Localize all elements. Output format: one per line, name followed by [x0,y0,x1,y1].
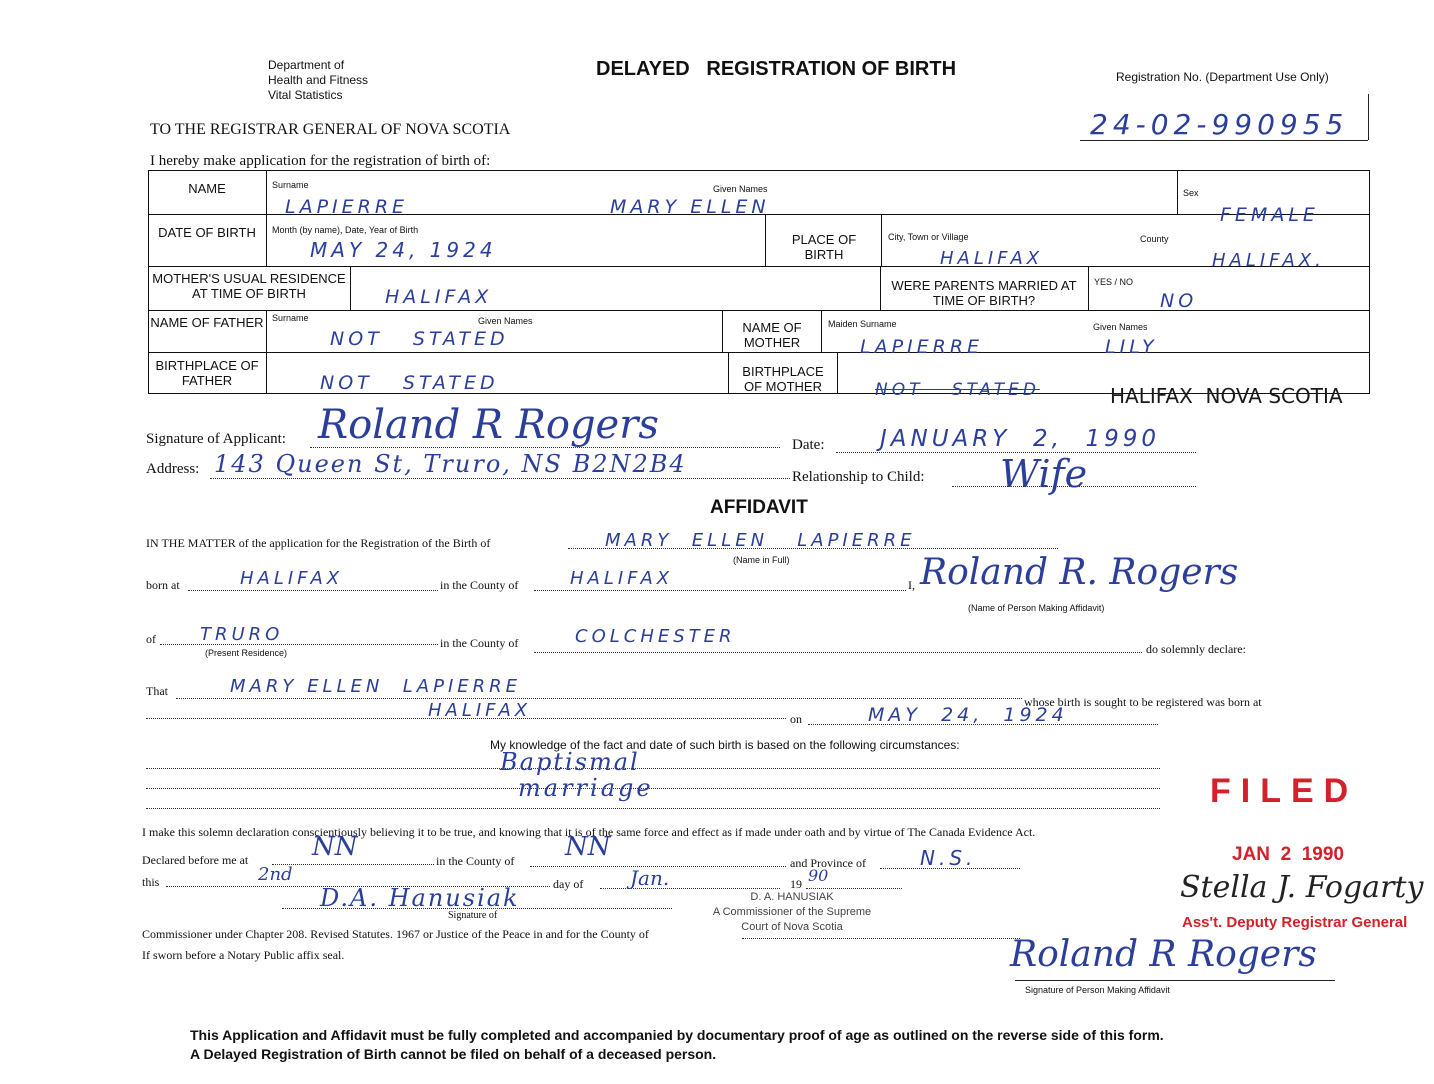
this-label: this [142,875,160,889]
registrar-title: Ass't. Deputy Registrar General [1182,914,1408,931]
affidavit-born-county: HALIFAX [570,568,674,589]
affidavit-matter-text: IN THE MATTER of the application for the Registration of the Birth of [146,536,491,550]
col-divider-city [881,214,882,266]
father-given-label: Given Names [478,316,533,326]
date-of-birth-label: DATE OF BIRTH [158,225,256,240]
affidavit-born-date: MAY 24, 1924 [868,704,1068,726]
signature-of-label: Signature of [448,910,498,921]
parents-married-label: WERE PARENTS MARRIED AT TIME OF BIRTH? [891,278,1077,308]
declared-at-line [272,864,434,865]
affiant-caption: (Name of Person Making Affidavit) [968,603,1105,613]
application-intro: I hereby make application for the registration of birth of: [150,153,491,169]
surname-label: Surname [272,180,309,190]
year-prefix: 19 [790,877,802,891]
col-divider-residence [350,266,351,310]
dept-line-2: Health and Fitness [268,73,369,87]
affiant-name: Roland R. Rogers [920,552,1239,593]
on-label: on [790,712,802,726]
born-county-line [534,590,906,591]
mother-surname: LAPIERRE [860,336,984,358]
present-residence-caption: (Present Residence) [205,648,288,658]
commissioner-text: Commissioner under Chapter 208. Revised Statutes. 1967 or Justice of the Peace in and for the County of [142,927,649,941]
whose-birth-text: whose birth is sought to be registered was born at [1024,695,1262,709]
solemnly-declare-text: do solemnly declare: [1146,642,1246,656]
address-label: Address: [146,461,200,477]
child-given-names: MARY ELLEN [610,196,770,218]
date-label: Date: [792,437,825,453]
date-of-birth-sublabel: Month (by name), Date, Year of Birth [272,225,419,235]
stamp-line-3: Court of Nova Scotia [741,921,843,933]
col-divider-father [266,310,267,394]
affiant-signature: Roland R Rogers [1010,934,1317,975]
dept-line-1: Department of [268,58,345,72]
commissioner-stamp [682,890,902,935]
col-divider-place [765,214,766,266]
mother-birthplace-struck: NOT STATED [875,380,1040,400]
registration-number-value: 24-02-990955 [1090,108,1349,141]
relationship-label: Relationship to Child: [792,469,925,485]
applicant-signature-label: Signature of Applicant: [146,431,286,447]
given-names-label: Given Names [713,184,768,194]
filed-stamp-word: FILED [1210,772,1359,810]
father-birthplace-label: BIRTHPLACE OF FATHER [155,358,259,388]
col-divider-married [880,266,881,310]
maiden-surname-label: Maiden Surname [828,319,897,329]
born-at-line [188,590,438,591]
department-block [268,58,368,103]
affiant-signature-label: Signature of Person Making Affidavit [1025,985,1170,995]
mother-name-label: NAME OF MOTHER [742,320,802,350]
sex-label: Sex [1183,188,1199,198]
affidavit-born-at: HALIFAX [240,568,344,589]
year-line [806,888,902,889]
solemn-declaration-text: I make this solemn declaration conscientiously believing it to be true, and knowing that it is of the same force and effect as if made under oath and by virtue of The Canada Evidence Act. [142,825,1036,839]
col-divider-label [266,170,267,266]
yes-no-label: YES / NO [1094,277,1134,287]
county-label: County [1140,234,1169,244]
registrar-signature: Stella J. Fogarty [1180,870,1424,905]
row-divider-2 [148,266,1370,267]
declared-county-label: in the County of [436,854,515,868]
child-surname: LAPIERRE [285,196,409,218]
footer-line-2: A Delayed Registration of Birth cannot be filed on behalf of a deceased person. [190,1046,717,1062]
residence-county-label: in the County of [440,636,519,650]
father-birthplace: NOT STATED [320,372,499,394]
name-label: NAME [188,181,226,196]
mother-birthplace: HALIFAX NOVA SCOTIA [1110,384,1343,408]
affidavit-born-place: HALIFAX [428,700,532,721]
relationship-value: Wife [1000,452,1088,496]
born-county-label: in the County of [440,578,519,592]
address-line [210,478,790,479]
col-divider-mother-bp2 [837,352,838,394]
circumstance-1: Baptismal [500,748,640,776]
birth-city: HALIFAX [940,248,1044,269]
born-at-label: born at [146,578,180,592]
col-divider-yesno [1088,266,1089,310]
mother-given: LILY [1105,336,1158,358]
date-of-birth-value: MAY 24, 1924 [310,238,497,262]
declaration-month: Jan. [630,866,670,890]
that-line [176,698,1022,699]
city-label: City, Town or Village [888,232,969,242]
circumstance-line-3 [146,808,1160,809]
affiant-signature-line [1015,980,1335,981]
registration-number-box-edge [1368,94,1369,140]
parents-married-value: NO [1160,290,1198,312]
father-name: NOT STATED [330,328,509,350]
applicant-signature: Roland R Rogers [318,402,659,448]
application-date: JANUARY 2, 1990 [880,426,1161,452]
month-line [600,888,780,889]
circumstance-line-1 [146,768,1160,769]
declaration-year: 90 [808,866,829,885]
col-divider-mother-bp [728,352,729,394]
commissioner-signature-line [282,908,672,909]
that-label: That [146,684,168,698]
affidavit-title: AFFIDAVIT [710,497,808,518]
registration-number-line [1080,140,1368,141]
declared-province: N.S. [920,846,977,870]
applicant-signature-line [310,447,780,448]
declared-at: NN [312,832,358,862]
residence-county-line [534,652,1142,653]
col-divider-sex [1177,170,1178,214]
mother-birthplace-label: BIRTHPLACE OF MOTHER [742,364,824,394]
col-divider-maiden [821,310,822,352]
child-sex: FEMALE [1220,204,1319,226]
name-in-full-caption: (Name in Full) [733,555,790,565]
place-of-birth-label: PLACE OF BIRTH [791,232,857,262]
notary-text: If sworn before a Notary Public affix seal. [142,948,345,962]
day-of-label: day of [553,877,584,891]
circumstance-2: marriage [518,774,654,802]
registration-number-label: Registration No. (Department Use Only) [1116,70,1329,84]
declared-before-label: Declared before me at [142,853,249,867]
commissioner-signature: D.A. Hanusiak [320,884,520,912]
father-name-label: NAME OF FATHER [150,315,264,330]
filed-stamp-date: JAN 2 1990 [1232,844,1344,865]
birth-county: HALIFAX. [1212,250,1325,271]
knowledge-text: My knowledge of the fact and date of such birth is based on the following circumstances: [490,738,960,752]
father-surname-label: Surname [272,313,309,323]
province-label: and Province of [790,856,866,870]
affidavit-residence: TRURO [200,624,284,645]
footer-line-1: This Application and Affidavit must be fully completed and accompanied by documentary proof of age as outlined on the reverse side of this form. [190,1027,1164,1043]
stamp-line-2: A Commissioner of the Supreme [712,906,872,918]
stamp-line-1: D. A. HANUSIAK [750,891,834,903]
declaration-day: 2nd [258,864,293,885]
row-divider-4 [148,352,1370,353]
affidavit-residence-county: COLCHESTER [575,626,736,647]
mother-residence: HALIFAX [385,286,493,308]
footer-notice [190,1026,1164,1064]
document-title: DELAYED REGISTRATION OF BIRTH [596,58,957,80]
dept-line-3: Vital Statistics [268,88,343,102]
of-label: of [146,632,156,646]
affidavit-that-name: MARY ELLEN LAPIERRE [230,676,522,697]
mother-given-label: Given Names [1093,322,1148,332]
relationship-line [952,486,1196,487]
affidavit-child-name: MARY ELLEN LAPIERRE [605,530,916,551]
mother-residence-label: MOTHER'S USUAL RESIDENCE AT TIME OF BIRTH [152,271,346,301]
to-registrar-heading: TO THE REGISTRAR GENERAL OF NOVA SCOTIA [150,121,511,138]
applicant-address: 143 Queen St, Truro, NS B2N2B4 [214,450,687,478]
i-label: I, [908,578,915,592]
col-divider-mother-name [722,310,723,352]
commissioner-county-line [742,938,1020,939]
declared-county: NN [565,832,611,862]
